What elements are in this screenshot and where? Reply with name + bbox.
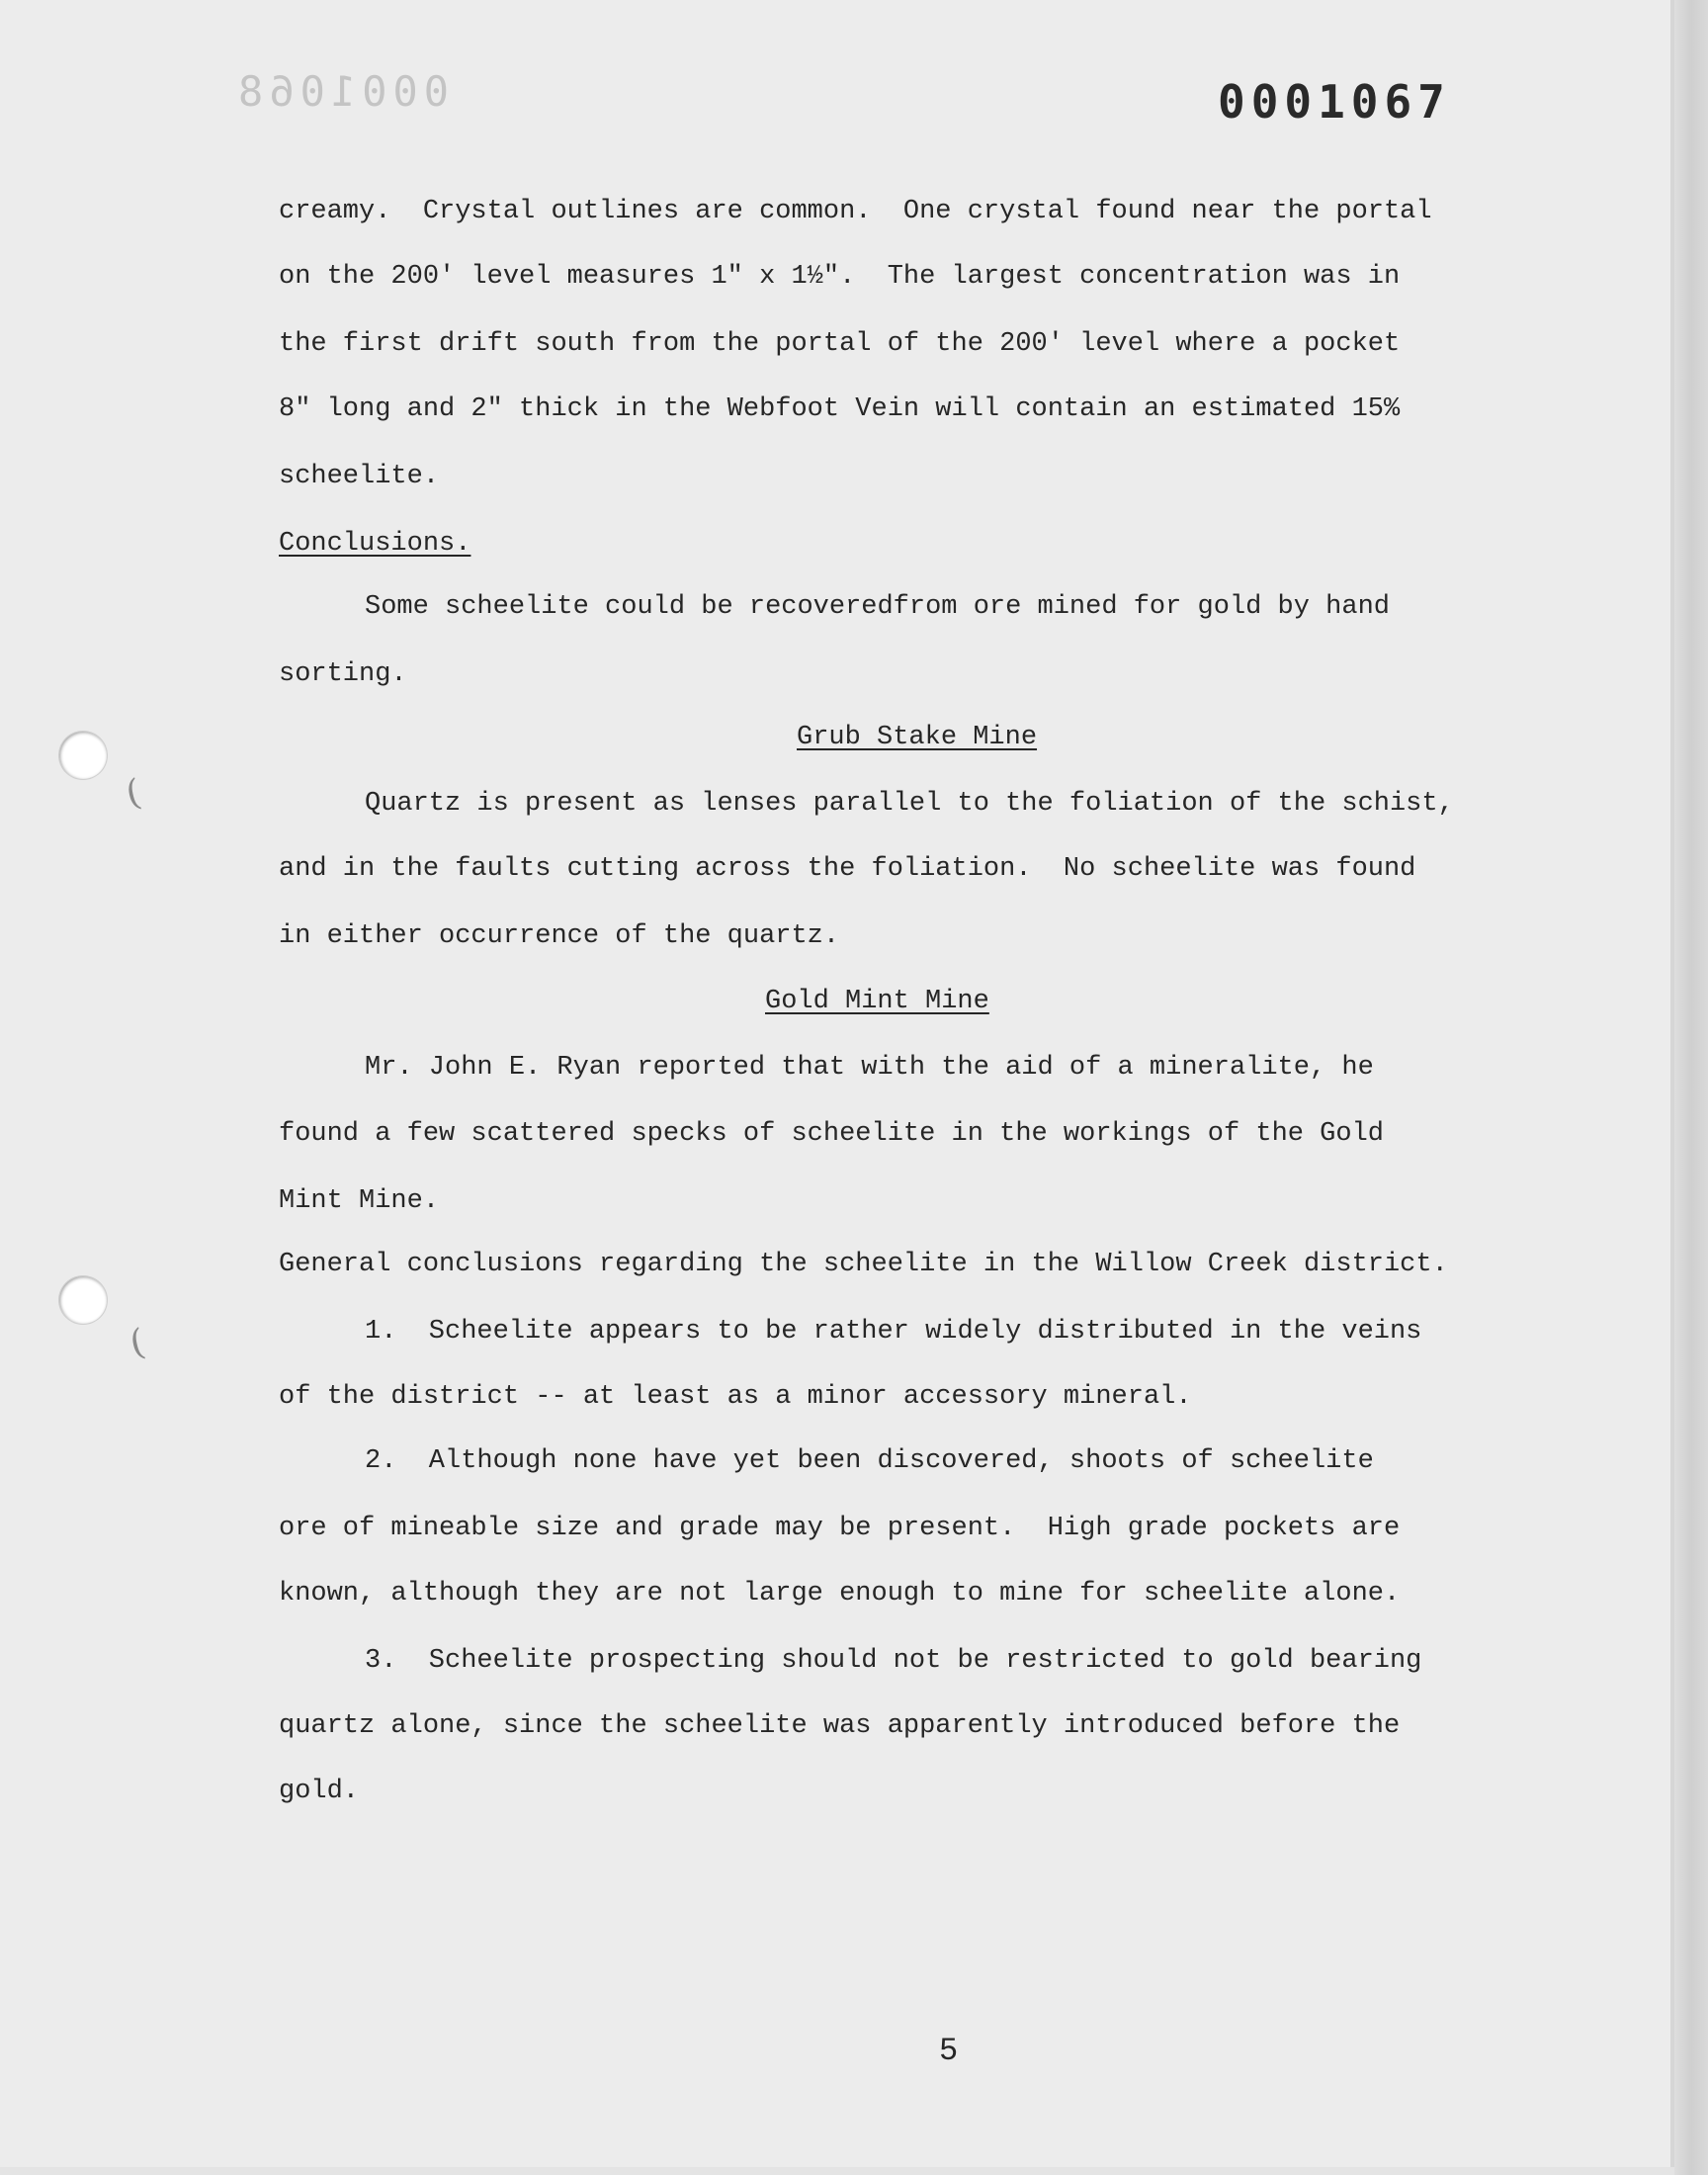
margin-mark-icon: ( [122, 771, 145, 816]
body-text-line: in either occurrence of the quartz. [279, 921, 840, 951]
body-text-line: Some scheelite could be recoveredfrom ore mined for gold by hand [365, 592, 1390, 622]
grub-stake-mine-heading: Grub Stake Mine [797, 723, 1038, 752]
body-text-line: on the 200' level measures 1" x 1½". The largest concentration was in [279, 262, 1401, 292]
numbered-item-line: gold. [279, 1777, 360, 1806]
numbered-item-line: 3. Scheelite prospecting should not be restricted to gold bearing [365, 1646, 1422, 1676]
numbered-item-line: of the district -- at least as a minor accessory mineral. [279, 1382, 1192, 1412]
faded-document-number-stamp: 0001068 [232, 67, 450, 116]
body-text-line: and in the faults cutting across the foliation. No scheelite was found [279, 854, 1416, 884]
document-number-stamp: 0001067 [1218, 75, 1451, 129]
general-conclusions-line: General conclusions regarding the scheelite in the Willow Creek district. [279, 1250, 1448, 1279]
body-text-line: creamy. Crystal outlines are common. One crystal found near the portal [279, 197, 1432, 226]
numbered-item-line: ore of mineable size and grade may be present. High grade pockets are [279, 1514, 1401, 1543]
body-text-line: scheelite. [279, 462, 440, 491]
body-text-line: Quartz is present as lenses parallel to the foliation of the schist, [365, 789, 1454, 819]
margin-mark-icon: ( [126, 1321, 149, 1365]
body-text-line: Mint Mine. [279, 1186, 440, 1216]
numbered-item-line: 1. Scheelite appears to be rather widely distributed in the veins [365, 1317, 1422, 1347]
body-text-line: Mr. John E. Ryan reported that with the aid of a mineralite, he [365, 1053, 1374, 1083]
numbered-item-line: known, although they are not large enough to mine for scheelite alone. [279, 1579, 1401, 1609]
body-text-line: the first drift south from the portal of the 200' level where a pocket [279, 329, 1401, 359]
body-text-line: 8" long and 2" thick in the Webfoot Vein will contain an estimated 15% [279, 394, 1401, 424]
page-number: 5 [939, 2033, 959, 2069]
body-text-line: sorting. [279, 659, 407, 689]
conclusions-heading: Conclusions. [279, 529, 471, 559]
numbered-item-line: 2. Although none have yet been discovered, shoots of scheelite [365, 1446, 1374, 1476]
body-text-line: found a few scattered specks of scheelite in the workings of the Gold [279, 1119, 1384, 1149]
gold-mint-mine-heading: Gold Mint Mine [765, 987, 989, 1016]
numbered-item-line: quartz alone, since the scheelite was apparently introduced before the [279, 1711, 1401, 1741]
